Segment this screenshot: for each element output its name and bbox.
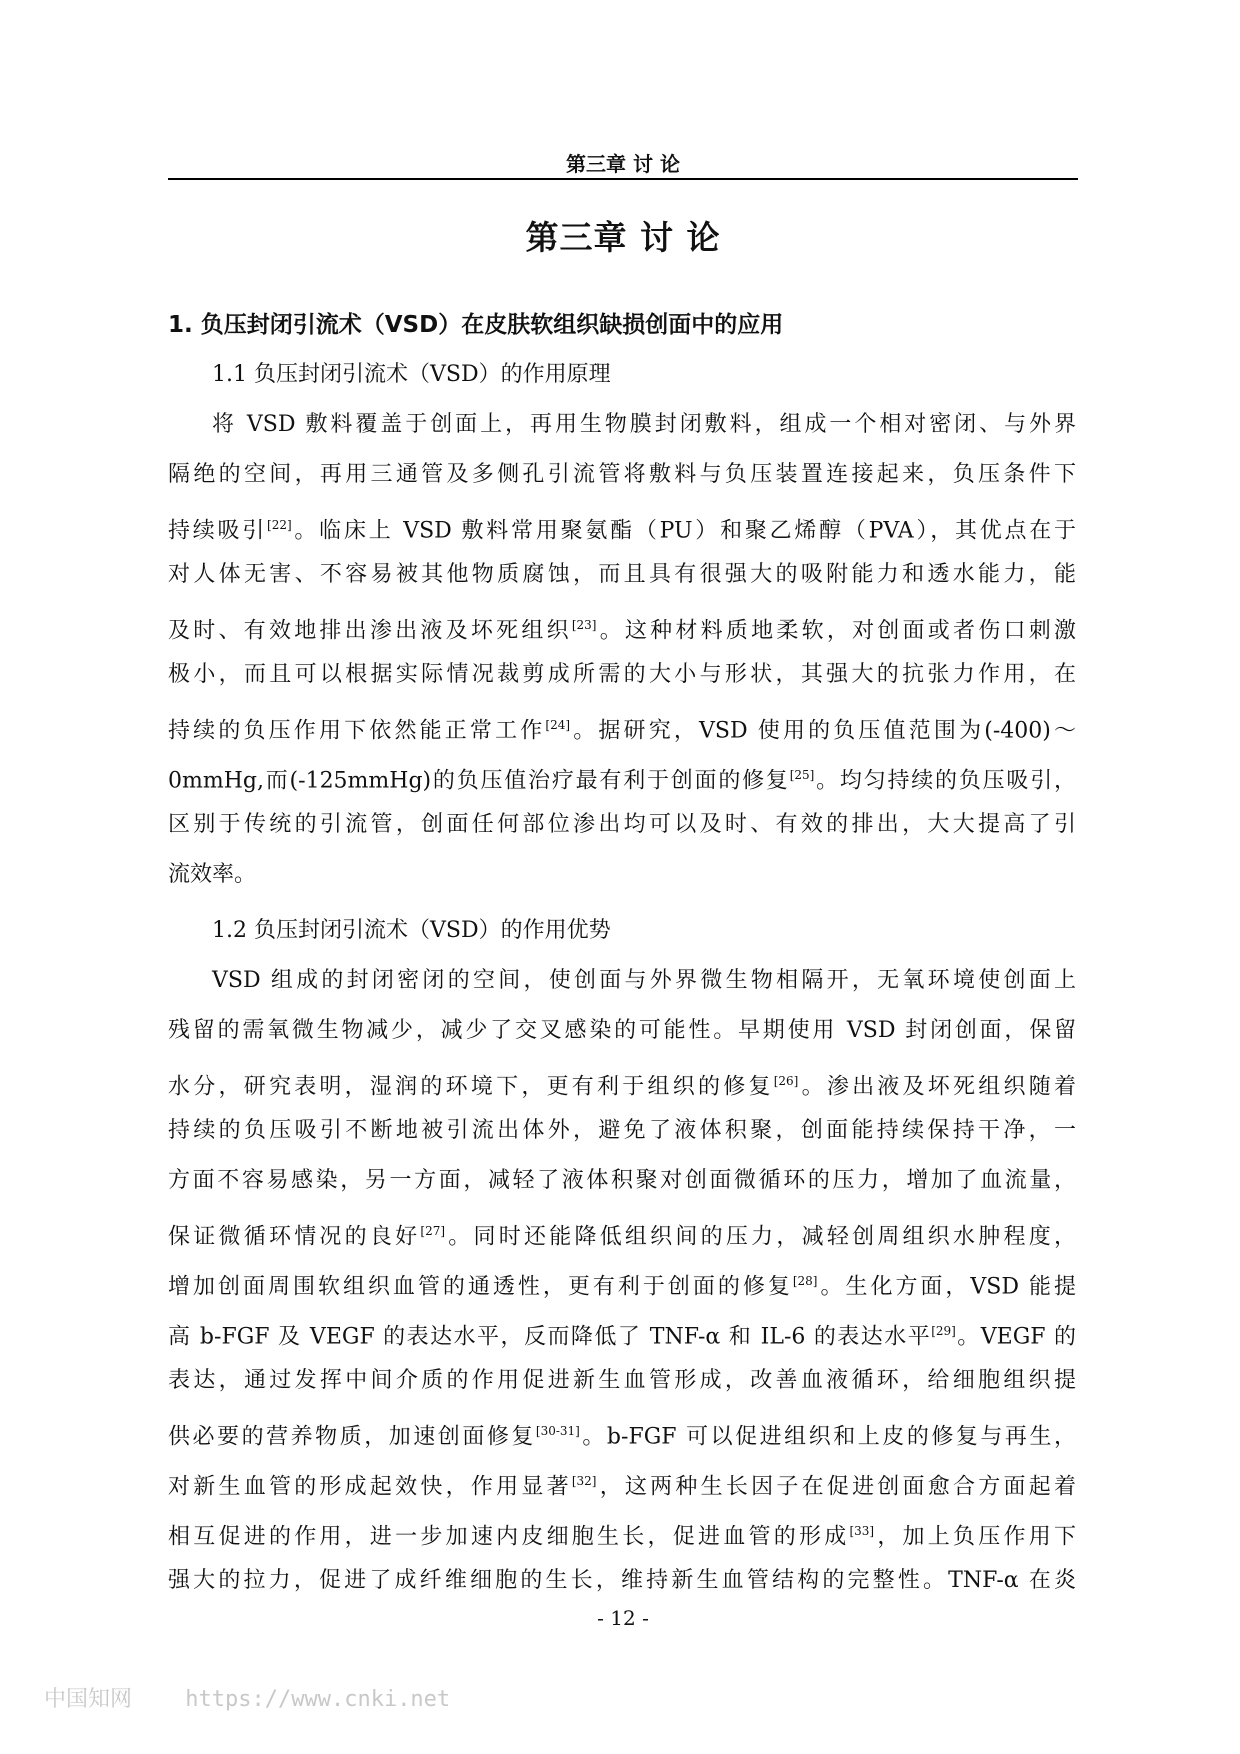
paragraph-line: 表达，通过发挥中间介质的作用促进新生血管形成，改善血液循环，给细胞组织提 xyxy=(168,1368,1076,1393)
paragraph-principle xyxy=(168,400,1076,900)
section-heading: 1. 负压封闭引流术（VSD）在皮肤软组织缺损创面中的应用 xyxy=(168,312,784,338)
header-rule xyxy=(168,178,1078,180)
paragraph-line: 持续吸引[22]。临床上 VSD 敷料常用聚氨酯（PU）和聚乙烯醇（PVA），其优点在于 xyxy=(168,518,1076,544)
citation-marker: [29] xyxy=(931,1324,956,1338)
paragraph-line: 高 b-FGF 及 VEGF 的表达水平，反而降低了 TNF-α 和 IL-6 的表达水平[29]。VEGF 的 xyxy=(168,1324,1076,1350)
page-number: - 12 - xyxy=(597,1606,649,1630)
paragraph-line: 极小，而且可以根据实际情况裁剪成所需的大小与形状，其强大的抗张力作用，在 xyxy=(168,662,1076,687)
subsection-heading-1-2: 1.2 负压封闭引流术（VSD）的作用优势 xyxy=(212,918,611,943)
citation-marker: [32] xyxy=(571,1474,597,1488)
paragraph-line: 对新生血管的形成起效快，作用显著[32]，这两种生长因子在促进创面愈合方面起着 xyxy=(168,1474,1076,1500)
paragraph-line: 持续的负压吸引不断地被引流出体外，避免了液体积聚，创面能持续保持干净，一 xyxy=(168,1118,1076,1143)
citation-marker: [33] xyxy=(849,1524,875,1538)
paragraph-line: 隔绝的空间，再用三通管及多侧孔引流管将敷料与负压装置连接起来，负压条件下 xyxy=(168,462,1076,487)
citation-marker: [26] xyxy=(773,1074,799,1088)
watermark-url: https://www.cnki.net xyxy=(185,1687,451,1712)
watermark-logo: 中国知网 xyxy=(44,1687,133,1712)
paragraph-line: 流效率。 xyxy=(168,862,257,887)
citation-marker: [23] xyxy=(571,618,597,632)
citation-marker: [22] xyxy=(267,518,292,532)
citation-marker: [28] xyxy=(792,1274,818,1288)
paragraph-line: 强大的拉力，促进了成纤维细胞的生长，维持新生血管结构的完整性。TNF-α 在炎 xyxy=(168,1568,1076,1593)
citation-marker: [25] xyxy=(789,768,815,782)
paragraph-line: 0mmHg,而(-125mmHg)的负压值治疗最有利于创面的修复[25]。均匀持续的负压吸引， xyxy=(168,768,1076,794)
paragraph-line: 持续的负压作用下依然能正常工作[24]。据研究，VSD 使用的负压值范围为(-400)～ xyxy=(168,718,1076,744)
subsection-heading-1-1: 1.1 负压封闭引流术（VSD）的作用原理 xyxy=(212,362,611,387)
paragraph-line: 水分，研究表明，湿润的环境下，更有利于组织的修复[26]。渗出液及坏死组织随着 xyxy=(168,1074,1076,1100)
paragraph-line: 将 VSD 敷料覆盖于创面上，再用生物膜封闭敷料，组成一个相对密闭、与外界 xyxy=(212,412,1076,437)
citation-marker: [27] xyxy=(420,1224,446,1238)
paragraph-line: 供必要的营养物质，加速创面修复[30-31]。b-FGF 可以促进组织和上皮的修复与再生， xyxy=(168,1424,1076,1450)
paragraph-line: VSD 组成的封闭密闭的空间，使创面与外界微生物相隔开，无氧环境使创面上 xyxy=(212,968,1076,993)
paragraph-advantages xyxy=(168,956,1076,1606)
paragraph-line: 对人体无害、不容易被其他物质腐蚀，而且具有很强大的吸附能力和透水能力，能 xyxy=(168,562,1076,587)
citation-marker: [24] xyxy=(545,718,571,732)
cnki-watermark xyxy=(44,1682,450,1713)
running-header: 第三章 讨 论 xyxy=(566,152,680,176)
citation-marker: [30-31] xyxy=(535,1424,580,1438)
paragraph-line: 区别于传统的引流管，创面任何部位渗出均可以及时、有效的排出，大大提高了引 xyxy=(168,812,1076,837)
paragraph-line: 方面不容易感染，另一方面，减轻了液体积聚对创面微循环的压力，增加了血流量， xyxy=(168,1168,1076,1193)
paragraph-line: 残留的需氧微生物减少，减少了交叉感染的可能性。早期使用 VSD 封闭创面，保留 xyxy=(168,1018,1076,1043)
paragraph-line: 及时、有效地排出渗出液及坏死组织[23]。这种材料质地柔软，对创面或者伤口刺激 xyxy=(168,618,1076,644)
paragraph-line: 保证微循环情况的良好[27]。同时还能降低组织间的压力，减轻创周组织水肿程度， xyxy=(168,1224,1076,1250)
paragraph-line: 增加创面周围软组织血管的通透性，更有利于创面的修复[28]。生化方面，VSD 能提 xyxy=(168,1274,1076,1300)
paragraph-line: 相互促进的作用，进一步加速内皮细胞生长，促进血管的形成[33]，加上负压作用下 xyxy=(168,1524,1076,1550)
chapter-title: 第三章 讨 论 xyxy=(525,218,721,257)
body-content xyxy=(168,300,1076,1606)
